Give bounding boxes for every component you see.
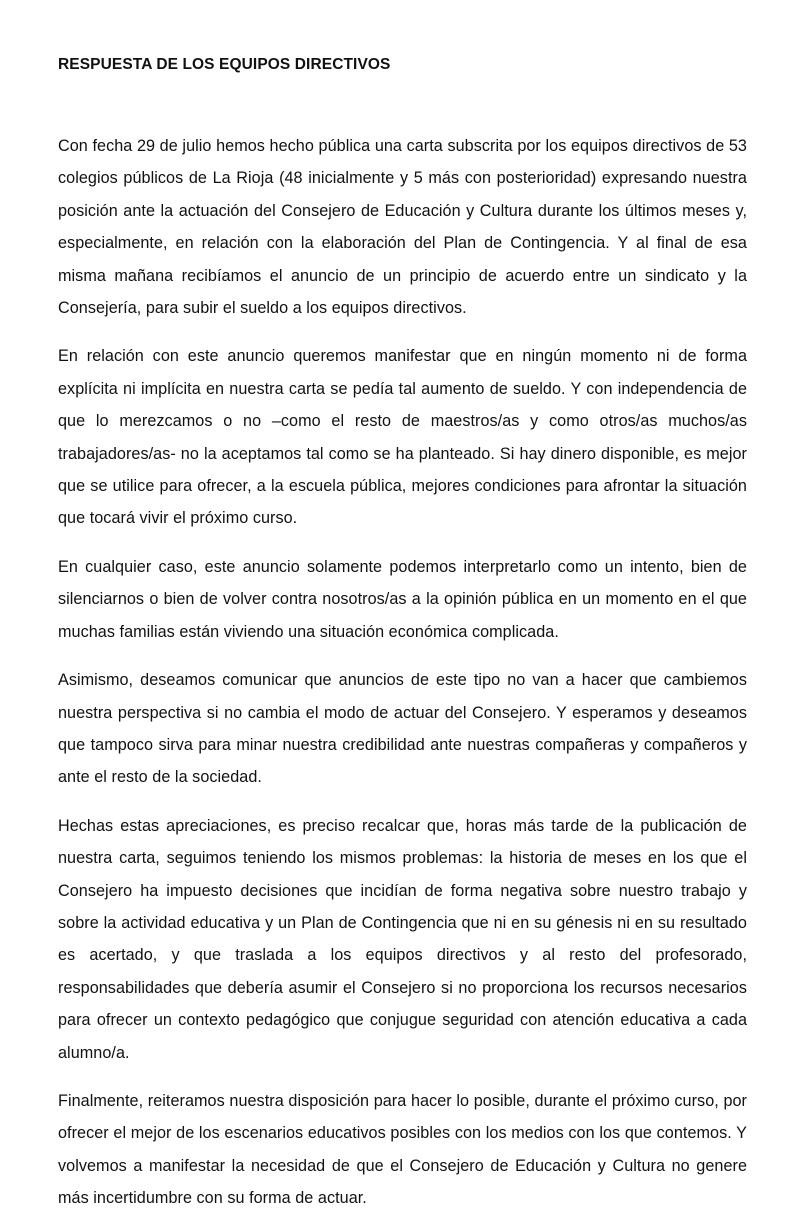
document-body [58, 130, 747, 1215]
paragraph-1: Con fecha 29 de julio hemos hecho pública una carta subscrita por los equipos directivos de 53 colegios públicos de La Rioja (48 inicialmente y 5 más con posterioridad) expresando nuestra posición ante la actuación del Consejero de Educación y Cultura durante los últimos meses y, especialmente, en relación con la elaboración del Plan de Contingencia. Y al final de esa misma mañana recibíamos el anuncio de un principio de acuerdo entre un sindicato y la Consejería, para subir el sueldo a los equipos directivos. [58, 137, 747, 318]
paragraph-4: Asimismo, deseamos comunicar que anuncios de este tipo no van a hacer que cambiemos nuestra perspectiva si no cambia el modo de actuar del Consejero. Y esperamos y deseamos que tampoco sirva para minar nuestra credibilidad ante nuestras compañeras y compañeros y ante el resto de la sociedad. [58, 671, 747, 787]
paragraph-5: Hechas estas apreciaciones, es preciso recalcar que, horas más tarde de la publicación de nuestra carta, seguimos teniendo los mismos problemas: la historia de meses en los que el Consejero ha impuesto decisiones que incidían de forma negativa sobre nuestro trabajo y sobre la actividad educativa y un Plan de Contingencia que ni en su génesis ni en su resultado es acertado, y que traslada a los equipos directivos y al resto del profesorado, responsabilidades que debería asumir el Consejero si no proporciona los recursos necesarios para ofrecer un contexto pedagógico que conjugue seguridad con atención educativa a cada alumno/a. [58, 816, 747, 1062]
paragraph-3: En cualquier caso, este anuncio solamente podemos interpretarlo como un intento, bien de silenciarnos o bien de volver contra nosotros/as a la opinión pública en un momento en el que muchas familias están viviendo una situación económica complicada. [58, 557, 747, 641]
paragraph-6: Finalmente, reiteramos nuestra disposición para hacer lo posible, durante el próximo curso, por ofrecer el mejor de los escenarios educativos posibles con los medios con los que contemos. Y volvemos a manifestar la necesidad de que el Consejero de Educación y Cultura no genere más incertidumbre con su forma de actuar. [58, 1091, 747, 1208]
document-title: RESPUESTA DE LOS EQUIPOS DIRECTIVOS [58, 56, 391, 73]
document-page [58, 56, 747, 1231]
paragraph-2: En relación con este anuncio queremos manifestar que en ningún momento ni de forma explícita ni implícita en nuestra carta se pedía tal aumento de sueldo. Y con independencia de que lo merezcamos o no –como el resto de maestros/as y como otros/as muchos/as trabajadores/as- no la aceptamos tal como se ha planteado. Si hay dinero disponible, es mejor que se utilice para ofrecer, a la escuela pública, mejores condiciones para afrontar la situación que tocará vivir el próximo curso. [58, 347, 747, 528]
